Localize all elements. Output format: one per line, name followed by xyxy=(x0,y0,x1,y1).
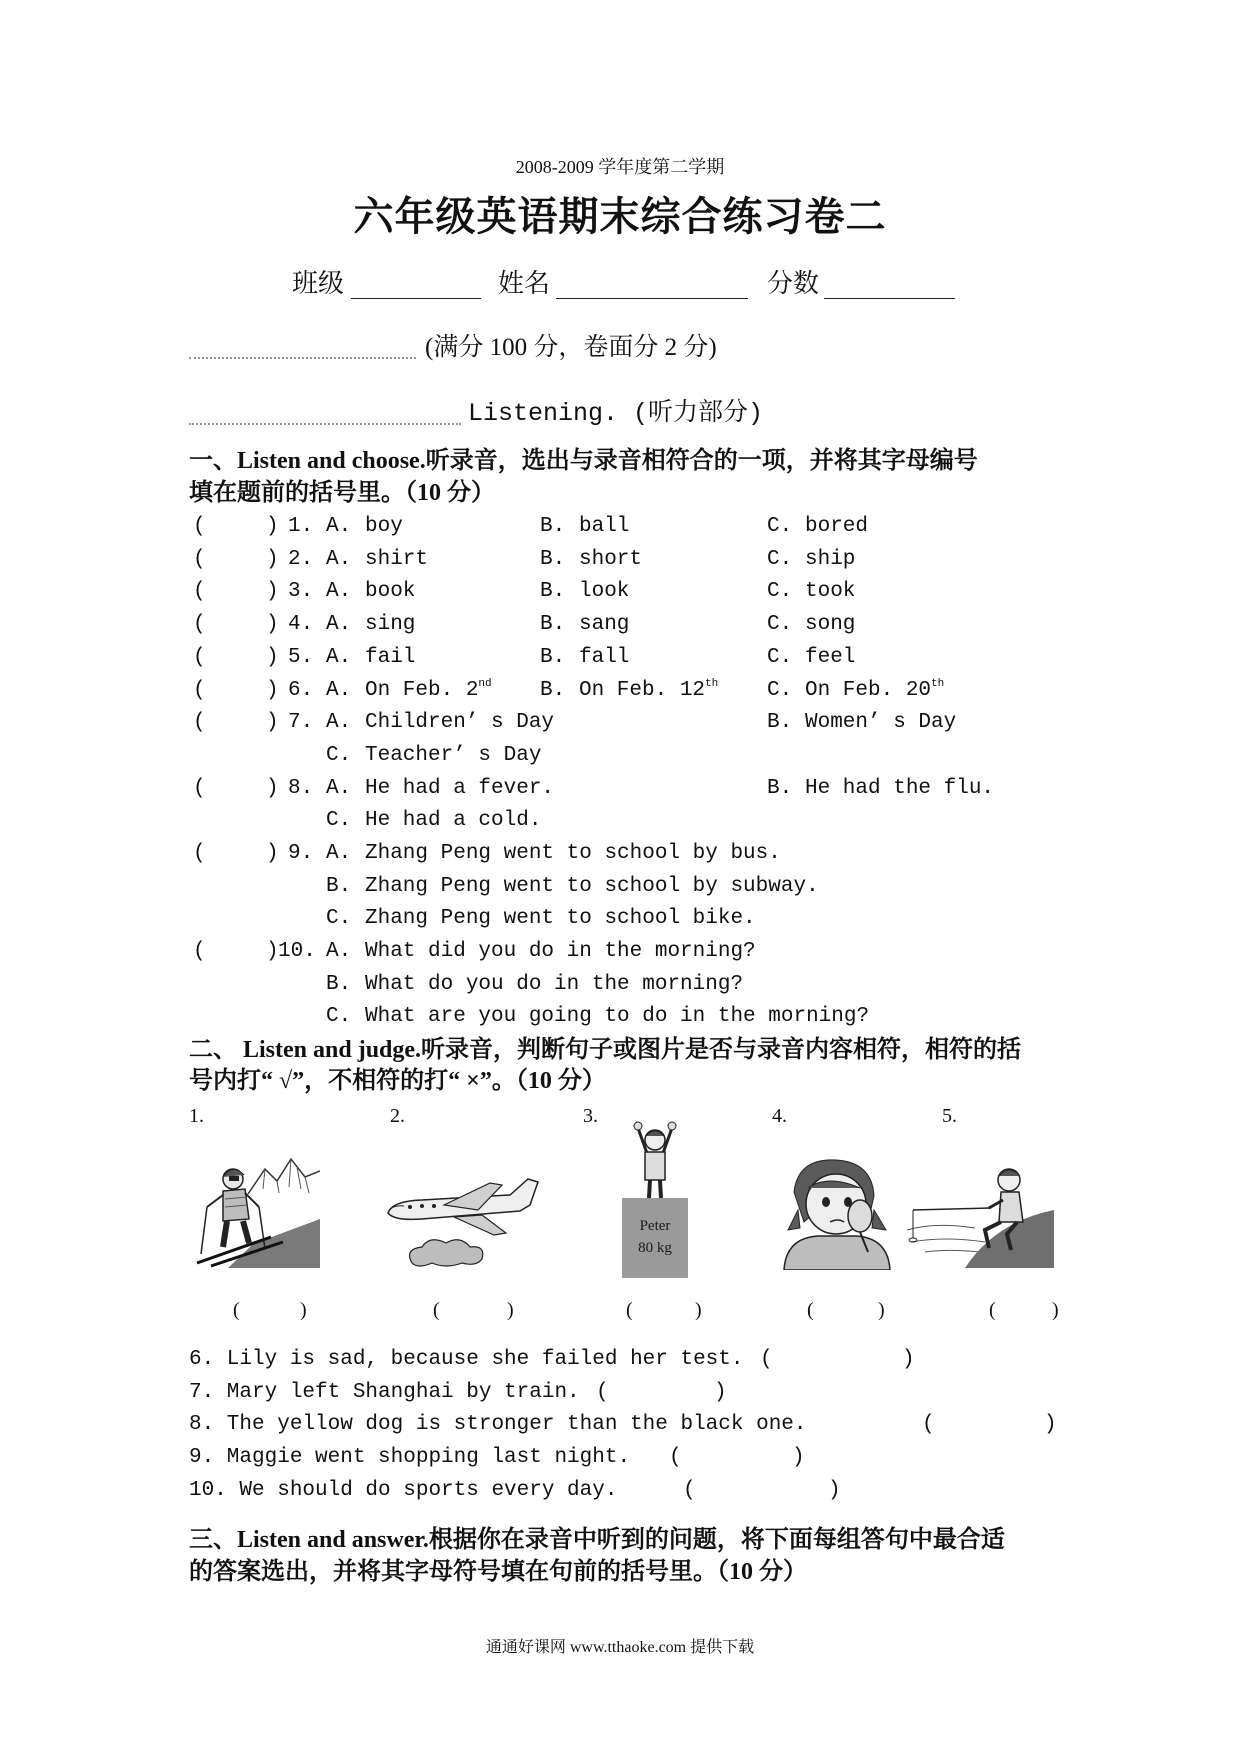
picture-number: 3. xyxy=(583,1105,598,1127)
question-row xyxy=(0,577,1240,607)
footer-source: 通通好课网 www.tthaoke.com 提供下载 xyxy=(485,1639,755,1656)
picture1-paren-close[interactable]: ) xyxy=(300,1299,307,1321)
option-a-label: A. xyxy=(326,711,352,734)
question-number: 6. xyxy=(288,679,314,702)
option-b-label: B. xyxy=(540,515,566,538)
skier-icon xyxy=(193,1149,320,1268)
option-c-label: C. xyxy=(767,515,793,538)
option-c-date: On Feb. 20 xyxy=(805,679,932,702)
picture5-paren-open[interactable]: ( xyxy=(989,1299,996,1321)
question-row xyxy=(0,937,1240,967)
answer-paren-close[interactable]: ) xyxy=(266,842,279,865)
sign-name: Peter xyxy=(639,1218,671,1234)
picture3-paren-open[interactable]: ( xyxy=(626,1299,633,1321)
answer-paren-open[interactable]: ( xyxy=(193,711,206,734)
question-row-continued xyxy=(0,806,1240,836)
section1-instruction-line1: 一、Listen and choose.听录音，选出与录音相符合的一项，并将其字母编号 xyxy=(189,448,978,474)
picture1-paren-open[interactable]: ( xyxy=(233,1299,240,1321)
option-c-suffix: th xyxy=(931,678,945,690)
question-number: 3. xyxy=(288,580,314,603)
listening-heading: Listening. (听力部分) xyxy=(468,399,764,428)
answer-paren-open[interactable]: ( xyxy=(193,777,206,800)
question-number: 4. xyxy=(288,613,314,636)
section3-instruction-line2: 的答案选出，并将其字母符号填在句前的括号里。（10 分） xyxy=(189,1559,807,1585)
answer-paren-open[interactable]: ( xyxy=(193,580,206,603)
option-b-label: B. xyxy=(767,711,793,734)
airplane-icon xyxy=(382,1175,542,1270)
question-row-continued xyxy=(0,872,1240,902)
question-row xyxy=(0,676,1240,706)
option-c-text: took xyxy=(805,580,856,603)
answer-paren-close[interactable]: ) xyxy=(828,1479,841,1502)
option-b-label: B. xyxy=(767,777,793,800)
option-b-text xyxy=(579,676,718,706)
option-a-text: fail xyxy=(365,646,416,669)
question-row xyxy=(0,774,1240,804)
name-label: 姓名 xyxy=(498,269,551,298)
answer-paren-open[interactable]: ( xyxy=(193,940,206,963)
option-b-text: sang xyxy=(579,613,630,636)
option-b-label: B. xyxy=(540,646,566,669)
option-a-text: book xyxy=(365,580,416,603)
option-b-text: Zhang Peng went to school by subway. xyxy=(365,875,819,898)
answer-paren-close[interactable]: ) xyxy=(266,613,279,636)
answer-paren-open[interactable]: ( xyxy=(669,1446,682,1469)
option-a-text: sing xyxy=(365,613,416,636)
sign-weight: 80 kg xyxy=(638,1240,672,1256)
dotted-leader xyxy=(189,423,461,425)
option-c-text: Teacher’ s Day xyxy=(365,744,542,767)
answer-paren-close[interactable]: ) xyxy=(266,515,279,538)
picture4-paren-open[interactable]: ( xyxy=(807,1299,814,1321)
answer-paren-open[interactable]: ( xyxy=(683,1479,696,1502)
option-c-label: C. xyxy=(326,1005,352,1028)
sentence-text: 10. We should do sports every day. xyxy=(189,1479,618,1502)
score-blank[interactable] xyxy=(824,268,955,299)
question-row xyxy=(0,643,1240,673)
question-row xyxy=(0,708,1240,738)
dotted-leader xyxy=(189,357,416,359)
option-c-label: C. xyxy=(326,809,352,832)
picture2-paren-close[interactable]: ) xyxy=(507,1299,514,1321)
sentence-text: 6. Lily is sad, because she failed her test. xyxy=(189,1348,744,1371)
option-c-label: C. xyxy=(767,679,793,702)
boy-weight-sign-icon xyxy=(620,1118,690,1278)
question-row-continued xyxy=(0,904,1240,934)
answer-paren-close[interactable]: ) xyxy=(1044,1413,1057,1436)
girl-toothache-icon xyxy=(768,1152,905,1270)
answer-paren-open[interactable]: ( xyxy=(922,1413,935,1436)
question-row xyxy=(0,839,1240,869)
option-a-date: On Feb. 2 xyxy=(365,679,479,702)
picture-number: 2. xyxy=(390,1105,405,1127)
score-note: (满分 100 分，卷面分 2 分) xyxy=(425,334,717,361)
option-c-label: C. xyxy=(767,646,793,669)
picture5-paren-close[interactable]: ) xyxy=(1052,1299,1059,1321)
question-row-continued xyxy=(0,1002,1240,1032)
boy-fishing-icon xyxy=(905,1152,1054,1268)
option-a-text xyxy=(365,676,492,706)
option-b-label: B. xyxy=(540,613,566,636)
option-a-label: A. xyxy=(326,777,352,800)
option-a-label: A. xyxy=(326,580,352,603)
option-a-text: shirt xyxy=(365,548,429,571)
question-number: 10. xyxy=(278,940,316,963)
section2-instruction-line1: 二、 Listen and judge.听录音，判断句子或图片是否与录音内容相符，相符的括 xyxy=(189,1037,1022,1063)
class-blank[interactable] xyxy=(351,268,481,299)
question-number: 1. xyxy=(288,515,314,538)
option-a-label: A. xyxy=(326,842,352,865)
question-number: 9. xyxy=(288,842,314,865)
option-c-text: Zhang Peng went to school bike. xyxy=(365,907,756,930)
question-row-continued xyxy=(0,741,1240,771)
answer-paren-close[interactable]: ) xyxy=(266,646,279,669)
name-blank[interactable] xyxy=(556,268,748,299)
option-c-label: C. xyxy=(326,907,352,930)
option-c-text xyxy=(805,676,944,706)
sentence-text: 7. Mary left Shanghai by train. xyxy=(189,1381,580,1404)
option-b-label: B. xyxy=(326,875,352,898)
answer-paren-open[interactable]: ( xyxy=(193,548,206,571)
answer-paren-close[interactable]: ) xyxy=(902,1348,915,1371)
option-b-text: short xyxy=(579,548,643,571)
term-label: 2008-2009 学年度第二学期 xyxy=(515,157,725,177)
option-a-label: A. xyxy=(326,646,352,669)
answer-paren-close[interactable]: ) xyxy=(266,548,279,571)
question-number: 8. xyxy=(288,777,314,800)
answer-paren-open[interactable]: ( xyxy=(193,842,206,865)
option-c-label: C. xyxy=(767,548,793,571)
answer-paren-open[interactable]: ( xyxy=(193,646,206,669)
answer-paren-open[interactable]: ( xyxy=(193,613,206,636)
option-c-text: song xyxy=(805,613,856,636)
option-b-text: What do you do in the morning? xyxy=(365,973,744,996)
option-c-label: C. xyxy=(767,580,793,603)
section3-instruction-line1: 三、Listen and answer.根据你在录音中听到的问题，将下面每组答句中最合适 xyxy=(189,1527,1005,1553)
picture-number: 5. xyxy=(942,1105,957,1127)
option-a-text: boy xyxy=(365,515,403,538)
answer-paren-close[interactable]: ) xyxy=(792,1446,805,1469)
option-c-label: C. xyxy=(326,744,352,767)
answer-paren-close[interactable]: ) xyxy=(266,940,279,963)
class-label: 班级 xyxy=(292,269,345,298)
option-b-label: B. xyxy=(326,973,352,996)
option-c-text: bored xyxy=(805,515,869,538)
answer-paren-close[interactable]: ) xyxy=(714,1381,727,1404)
option-b-label: B. xyxy=(540,580,566,603)
option-c-text: What are you going to do in the morning? xyxy=(365,1005,870,1028)
option-c-text: feel xyxy=(805,646,856,669)
option-a-text: Zhang Peng went to school by bus. xyxy=(365,842,781,865)
picture-number: 4. xyxy=(772,1105,787,1127)
option-a-label: A. xyxy=(326,515,352,538)
answer-paren-close[interactable]: ) xyxy=(266,580,279,603)
option-b-text: fall xyxy=(579,646,630,669)
option-c-text: He had a cold. xyxy=(365,809,542,832)
option-b-label: B. xyxy=(540,548,566,571)
option-b-text: ball xyxy=(579,515,630,538)
score-label: 分数 xyxy=(767,269,820,298)
option-a-text: He had a fever. xyxy=(365,777,555,800)
judge-sentence xyxy=(0,1410,1240,1440)
option-a-label: A. xyxy=(326,940,352,963)
question-row xyxy=(0,545,1240,575)
answer-paren-open[interactable]: ( xyxy=(596,1381,609,1404)
answer-paren-close[interactable]: ) xyxy=(266,777,279,800)
option-c-label: C. xyxy=(767,613,793,636)
judge-sentence xyxy=(0,1476,1240,1506)
option-b-date: On Feb. 12 xyxy=(579,679,706,702)
sentence-text: 9. Maggie went shopping last night. xyxy=(189,1446,631,1469)
question-number: 2. xyxy=(288,548,314,571)
answer-paren-open[interactable]: ( xyxy=(760,1348,773,1371)
question-row-continued xyxy=(0,970,1240,1000)
judge-sentence xyxy=(0,1443,1240,1473)
option-a-text: What did you do in the morning? xyxy=(365,940,756,963)
answer-paren-open[interactable]: ( xyxy=(193,515,206,538)
question-number: 7. xyxy=(288,711,314,734)
question-row xyxy=(0,512,1240,542)
option-a-label: A. xyxy=(326,548,352,571)
option-a-text: Children’ s Day xyxy=(365,711,555,734)
picture3-paren-close[interactable]: ) xyxy=(695,1299,702,1321)
picture-number: 1. xyxy=(189,1105,204,1127)
answer-paren-close[interactable]: ) xyxy=(266,679,279,702)
judge-sentence xyxy=(0,1345,1240,1375)
picture2-paren-open[interactable]: ( xyxy=(433,1299,440,1321)
option-b-text: He had the flu. xyxy=(805,777,995,800)
answer-paren-close[interactable]: ) xyxy=(266,711,279,734)
section2-instruction-line2: 号内打“ √”，不相符的打“ ×”。（10 分） xyxy=(189,1068,606,1094)
option-b-label: B. xyxy=(540,679,566,702)
page-title: 六年级英语期末综合练习卷二 xyxy=(353,194,887,239)
section1-instruction-line2: 填在题前的括号里。（10 分） xyxy=(189,480,495,506)
answer-paren-open[interactable]: ( xyxy=(193,679,206,702)
option-b-text: Women’ s Day xyxy=(805,711,957,734)
sentence-text: 8. The yellow dog is stronger than the black one. xyxy=(189,1413,807,1436)
question-number: 5. xyxy=(288,646,314,669)
option-a-suffix: nd xyxy=(478,678,492,690)
judge-sentence xyxy=(0,1378,1240,1408)
option-b-suffix: th xyxy=(705,678,719,690)
option-a-label: A. xyxy=(326,679,352,702)
question-row xyxy=(0,610,1240,640)
option-a-label: A. xyxy=(326,613,352,636)
option-c-text: ship xyxy=(805,548,856,571)
picture4-paren-close[interactable]: ) xyxy=(878,1299,885,1321)
option-b-text: look xyxy=(579,580,630,603)
